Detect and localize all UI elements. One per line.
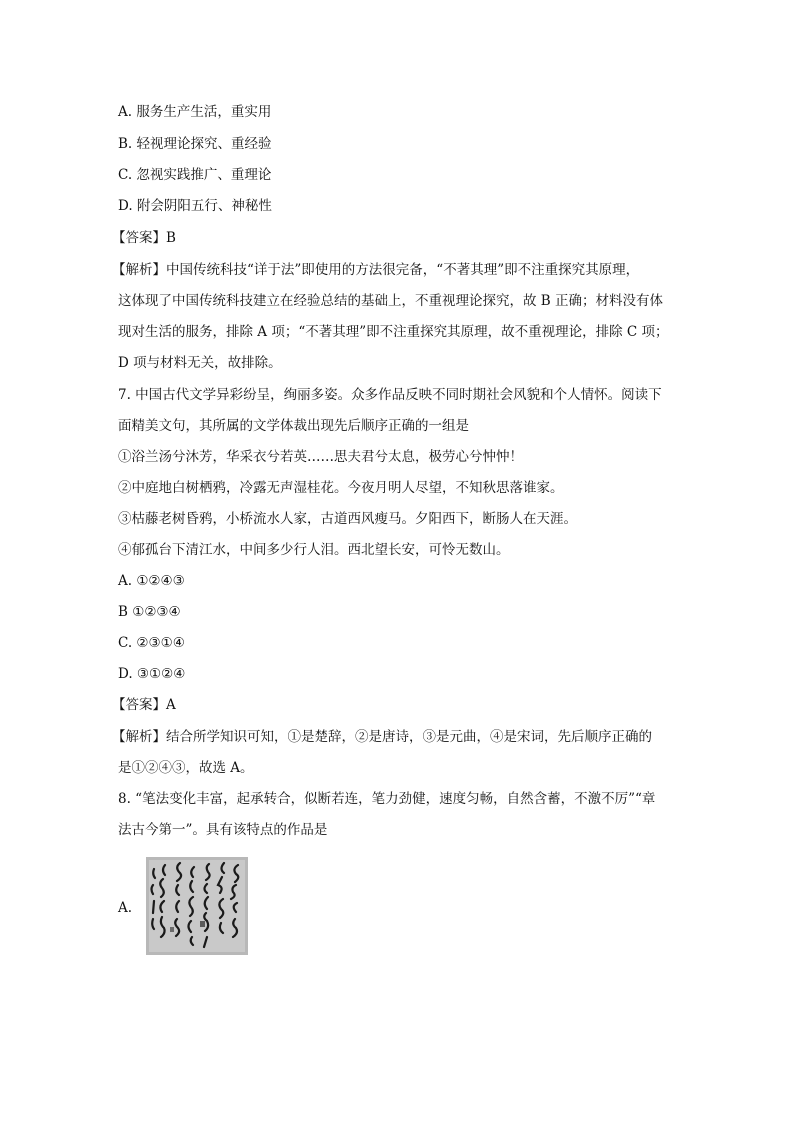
q7-option-c: C. ②③①④ <box>118 635 185 651</box>
q6-analysis-line: 现对生活的服务，排除 A 项；“不著其理”即不注重探究其原理，故不重视理论，排除 C 项； <box>118 324 669 340</box>
q6-option-a: A. 服务生产生活，重实用 <box>118 104 272 120</box>
q7-analysis-line: 【解析】结合所学知识可知，①是楚辞，②是唐诗，③是元曲，④是宋词，先后顺序正确的 <box>112 729 652 745</box>
q7-item: ③枯藤老树昏鸦，小桥流水人家，古道西风瘦马。夕阳西下，断肠人在天涯。 <box>118 511 577 527</box>
q7-stem-line: 7. 中国古代文学异彩纷呈，绚丽多姿。众多作品反映不同时期社会风貌和个人情怀。阅读下 <box>118 387 662 403</box>
q7-option-a: A. ①②④③ <box>118 573 185 589</box>
q6-analysis-line: 这体现了中国传统科技建立在经验总结的基础上，不重视理论探究，故 B 正确；材料没有体 <box>118 293 664 309</box>
q7-stem-line: 面精美文句，其所属的文学体裁出现先后顺序正确的一组是 <box>118 418 469 434</box>
q6-analysis-line: 【解析】中国传统科技“详于法”即使用的方法很完备，“不著其理”即不注重探究其原理， <box>112 262 640 278</box>
q6-answer: 【答案】B <box>112 230 176 246</box>
q6-option-b: B. 轻视理论探究、重经验 <box>118 136 272 152</box>
q7-analysis-line: 是①②④③，故选 A。 <box>118 760 254 776</box>
q7-option-b: B ①②③④ <box>118 604 181 620</box>
q7-item: ②中庭地白树栖鸦，冷露无声湿桂花。今夜月明人尽望，不知秋思落谁家。 <box>118 480 564 496</box>
q8-option-a-label: A. <box>118 900 133 916</box>
q7-item: ①浴兰汤兮沐芳，华采衣兮若英……思夫君兮太息，极劳心兮忡忡！ <box>118 449 523 465</box>
calligraphy-image <box>146 857 248 955</box>
q7-answer: 【答案】A <box>112 697 176 713</box>
calligraphy-drawing <box>146 857 248 955</box>
q8-stem-line: 8. “笔法变化丰富，起承转合，似断若连，笔力劲健，速度匀畅，自然含蓄，不激不厉”“章 <box>118 791 656 807</box>
q7-option-d: D. ③①②④ <box>118 666 186 682</box>
q7-item: ④郁孤台下清江水，中间多少行人泪。西北望长安，可怜无数山。 <box>118 542 510 558</box>
q6-option-c: C. 忽视实践推广、重理论 <box>118 167 272 183</box>
q6-option-d: D. 附会阴阳五行、神秘性 <box>118 198 272 214</box>
q8-stem-line: 法古今第一”。具有该特点的作品是 <box>118 822 328 838</box>
q6-analysis-line: D 项与材料无关，故排除。 <box>118 355 282 371</box>
